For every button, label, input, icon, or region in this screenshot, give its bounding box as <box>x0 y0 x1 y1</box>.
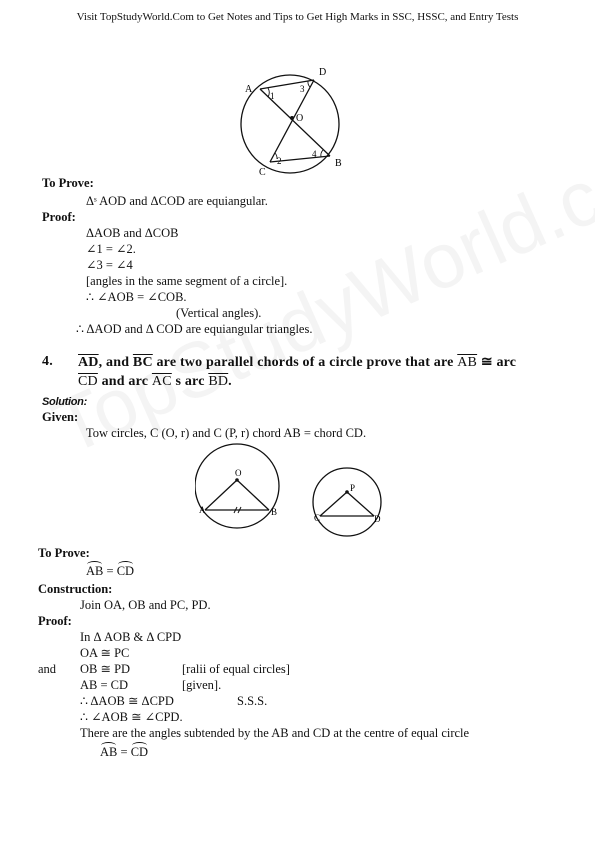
to-prove2-heading: To Prove: <box>38 546 90 560</box>
proof2-line: In Δ AOB & Δ CPD <box>80 630 182 644</box>
diagonal-dc <box>270 80 314 162</box>
arc-equation-1: AB = CD <box>86 564 135 578</box>
proof-line: ∠3 = ∠4 <box>86 258 133 272</box>
proof-heading: Proof: <box>42 210 76 224</box>
proof-line: [angles in the same segment of a circle]. <box>86 274 288 288</box>
label-c2: C <box>314 513 321 523</box>
proof-line: ∠1 = ∠2. <box>86 242 136 256</box>
proof2-line: There are the angles subtended by the AB and CD at the centre of equal circle <box>80 726 470 740</box>
given-text: Tow circles, C (O, r) and C (P, r) chord AB = chord CD. <box>86 426 367 440</box>
proof-line: ∴ ΔAOD and Δ COD are equiangular triangles. <box>76 322 313 336</box>
figure-circle-chords <box>232 64 352 184</box>
proof-line: ΔAOB and ΔCOB <box>86 226 179 240</box>
construction-heading: Construction: <box>38 582 113 596</box>
proof2-reason: S.S.S. <box>237 694 268 708</box>
label-o2: O <box>235 468 242 478</box>
label-o: O <box>296 113 304 124</box>
construction-text: Join OA, OB and PC, PD. <box>80 598 211 612</box>
given-heading: Given: <box>42 410 79 424</box>
proof-line: ∴ ∠AOB = ∠COB. <box>86 290 187 304</box>
proof2-reason: [given]. <box>182 678 222 692</box>
label-a2: A <box>199 505 206 515</box>
angle-2: 2 <box>277 156 282 166</box>
label-c: C <box>259 167 266 178</box>
label-p: P <box>350 483 356 493</box>
proof2-and: and <box>38 662 57 676</box>
solution-label: Solution: <box>42 396 87 408</box>
question-line-1: $\overline{AD}$, and $\overline{BC}$ are two parallel chords of a circle prove that are $\overline{AB}$ ≅ arc <box>78 355 517 370</box>
proof2-line: ∴ ΔAOB ≅ ΔCPD <box>80 694 174 708</box>
proof2-line: OA ≅ PC <box>80 646 130 660</box>
center-point <box>290 116 294 120</box>
figure-two-circles <box>195 440 400 540</box>
page-header: Visit TopStudyWorld.Com to Get Notes and Tips to Get High Marks in SSC, HSSC, and Entry Tests <box>76 11 519 23</box>
to-prove-text: Δˢ AOD and ΔCOD are equiangular. <box>86 194 268 208</box>
question-line-2: $\overline{CD}$ and arc $\overline{AC}$ s arc $\overline{BD}$. <box>78 374 232 389</box>
proof2-line: OB ≅ PD <box>80 662 131 676</box>
proof2-heading: Proof: <box>38 614 72 628</box>
proof2-reason: [ralii of equal circles] <box>182 662 290 676</box>
proof2-line: AB = CD <box>80 678 129 692</box>
label-b: B <box>335 158 342 169</box>
angle-4: 4 <box>312 149 317 159</box>
arc-equation-2: AB = CD <box>100 745 149 759</box>
to-prove-heading: To Prove: <box>42 176 94 190</box>
proof2-line: ∴ ∠AOB ≅ ∠CPD. <box>80 710 183 724</box>
label-b2: B <box>271 507 278 517</box>
angle-1: 1 <box>270 91 275 101</box>
question-number: 4. <box>42 354 53 369</box>
label-d2: D <box>374 514 381 524</box>
proof-line: (Vertical angles). <box>176 306 262 320</box>
label-d: D <box>319 67 327 78</box>
angle-3: 3 <box>300 84 305 94</box>
circle-p <box>313 468 381 536</box>
label-a: A <box>245 84 253 95</box>
chord-ad <box>260 80 314 89</box>
circle-o <box>195 444 279 528</box>
